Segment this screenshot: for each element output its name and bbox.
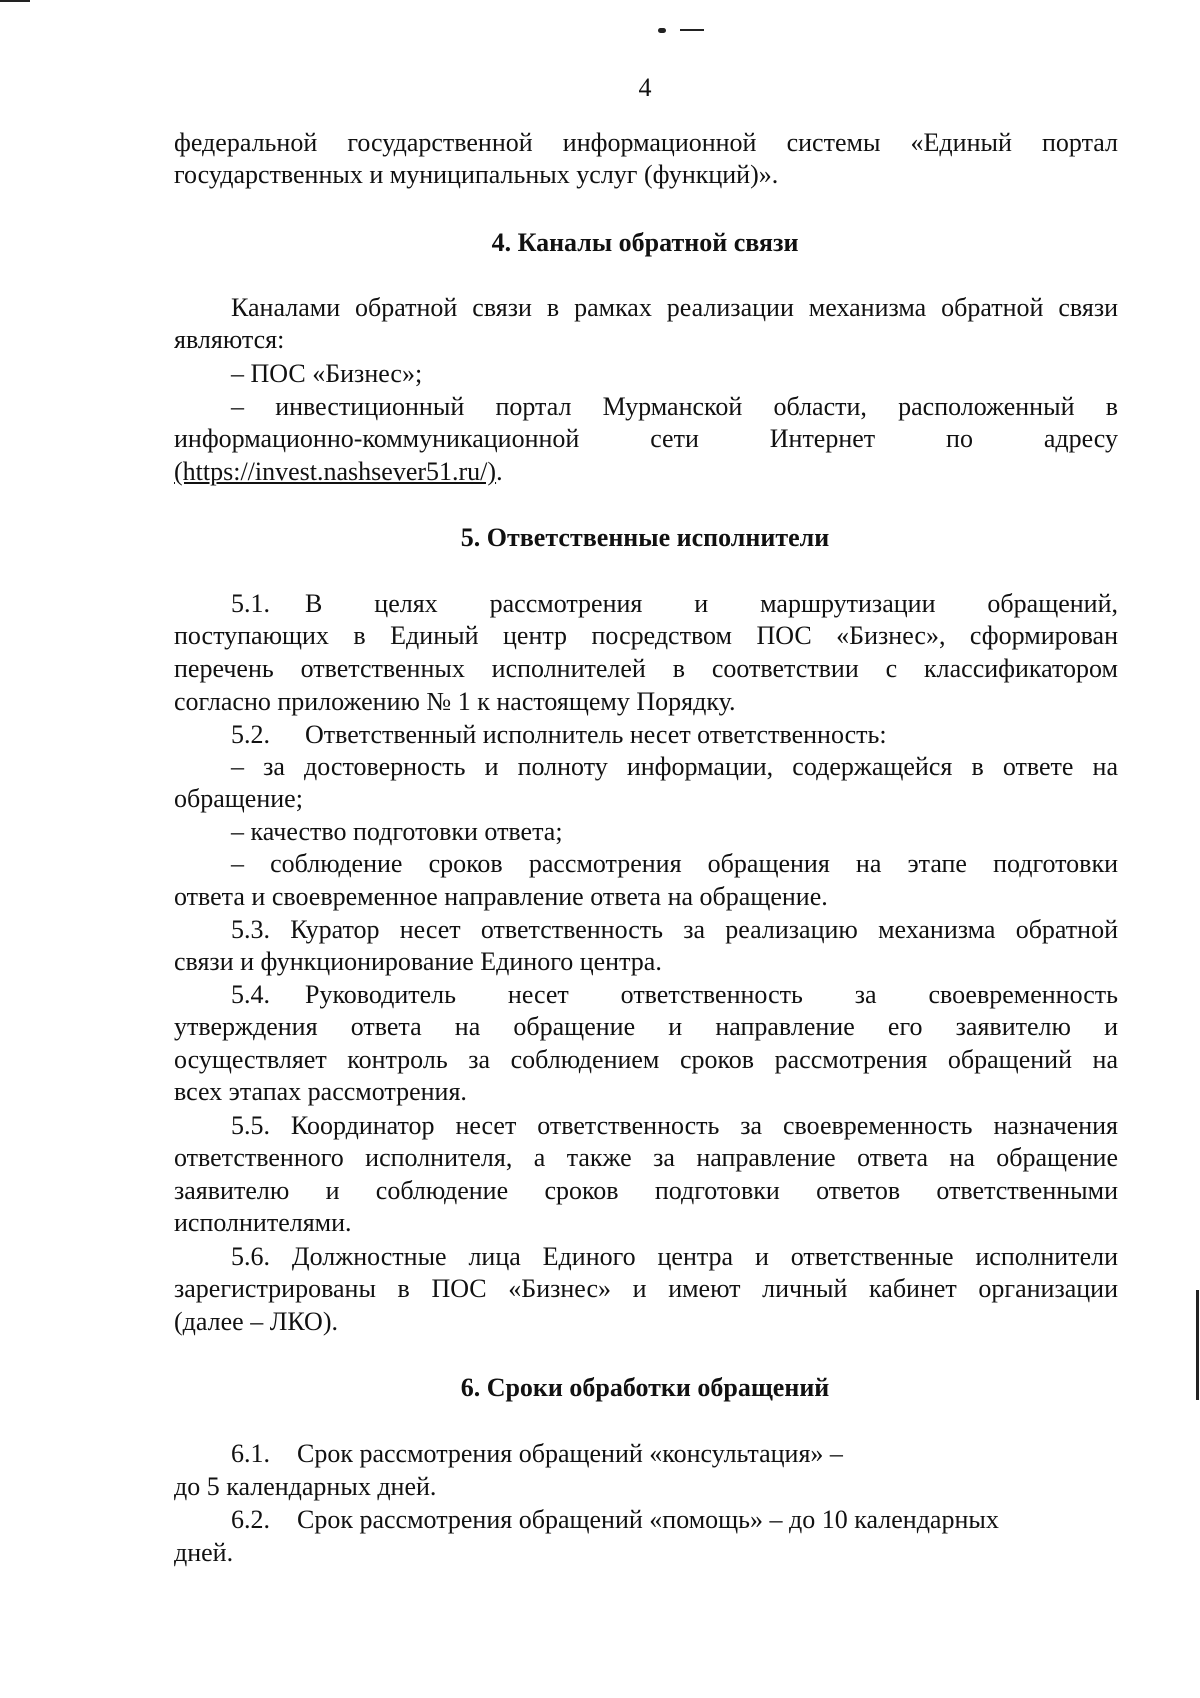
clause-number: 6.1.: [231, 1439, 270, 1468]
paragraph-line: поступающих в Единый центр посредством ПОС «Бизнес», сформирован: [174, 621, 1118, 650]
paragraph-line: информационно-коммуникационной сети Интернет по адресу: [174, 424, 1118, 453]
clause-text: Ответственный исполнитель несет ответственность:: [305, 720, 887, 749]
paragraph-line: заявителю и соблюдение сроков подготовки ответов ответственными: [174, 1176, 1118, 1205]
clause-text: Руководитель несет ответственность за своевременность: [305, 980, 1118, 1009]
clause-text: Срок рассмотрения обращений «помощь» – до 10 календарных: [297, 1505, 999, 1534]
paragraph-line: утверждения ответа на обращение и направление его заявителю и: [174, 1012, 1118, 1041]
scan-speck: [658, 28, 666, 33]
list-item: – за достоверность и полноту информации, содержащейся в ответе на: [231, 752, 1118, 781]
paragraph-line: зарегистрированы в ПОС «Бизнес» и имеют личный кабинет организации: [174, 1274, 1118, 1303]
paragraph-line: (далее – ЛКО).: [174, 1307, 338, 1336]
paragraph-line: Каналами обратной связи в рамках реализации механизма обратной связи: [231, 293, 1118, 322]
paragraph-line: до 5 календарных дней.: [174, 1472, 437, 1501]
clause-number: 6.2.: [231, 1505, 270, 1534]
clause-text: Срок рассмотрения обращений «консультация» –: [297, 1439, 843, 1468]
paragraph-line: [231, 1438, 1118, 1470]
list-item: – соблюдение сроков рассмотрения обращения на этапе подготовки: [231, 849, 1118, 878]
paragraph-line: обращение;: [174, 784, 303, 813]
scan-speck: [0, 0, 30, 2]
clause-text: В целях рассмотрения и маршрутизации обращений,: [305, 589, 1118, 618]
paragraph-line: ответственного исполнителя, а также за направление ответа на обращение: [174, 1143, 1118, 1172]
punctuation: .: [496, 457, 503, 486]
paragraph-line: [231, 979, 1118, 1011]
paragraph-line: 5.3. Куратор несет ответственность за реализацию механизма обратной: [231, 915, 1118, 944]
section-heading: 6. Сроки обработки обращений: [460, 1373, 830, 1402]
paragraph-line: исполнителями.: [174, 1208, 352, 1237]
paragraph-line: ответа и своевременное направление ответа на обращение.: [174, 882, 828, 911]
list-item: – ПОС «Бизнес»;: [231, 359, 423, 388]
paragraph-line: согласно приложению № 1 к настоящему Порядку.: [174, 687, 736, 716]
intro-line: федеральной государственной информационной системы «Единый портал: [174, 128, 1118, 157]
paragraph-line: осуществляет контроль за соблюдением сроков рассмотрения обращений на: [174, 1045, 1118, 1074]
intro-line: государственных и муниципальных услуг (функций)».: [174, 160, 779, 189]
portal-link[interactable]: (https://invest.nashsever51.ru/): [174, 457, 497, 486]
paragraph-line: 5.5. Координатор несет ответственность за своевременность назначения: [231, 1111, 1118, 1140]
clause-number: 5.2.: [231, 720, 270, 749]
paragraph-line: перечень ответственных исполнителей в соответствии с классификатором: [174, 654, 1118, 683]
scan-speck: [680, 29, 704, 31]
clause-number: 5.4.: [231, 980, 270, 1009]
paragraph-line: [231, 719, 1118, 751]
section-heading: 4. Каналы обратной связи: [491, 228, 799, 257]
paragraph-line: [174, 456, 1118, 488]
paragraph-line: являются:: [174, 325, 285, 354]
paragraph-line: дней.: [174, 1538, 234, 1567]
paragraph-line: [231, 1504, 1118, 1536]
paragraph-line: связи и функционирование Единого центра.: [174, 947, 662, 976]
paragraph-line: 5.6. Должностные лица Единого центра и ответственные исполнители: [231, 1242, 1118, 1271]
page-number: 4: [638, 73, 652, 102]
list-item: – инвестиционный портал Мурманской области, расположенный в: [231, 392, 1118, 421]
clause-number: 5.1.: [231, 589, 270, 618]
paragraph-line: [231, 588, 1118, 620]
paragraph-line: всех этапах рассмотрения.: [174, 1077, 467, 1106]
list-item: – качество подготовки ответа;: [231, 817, 563, 846]
section-heading: 5. Ответственные исполнители: [460, 523, 830, 552]
